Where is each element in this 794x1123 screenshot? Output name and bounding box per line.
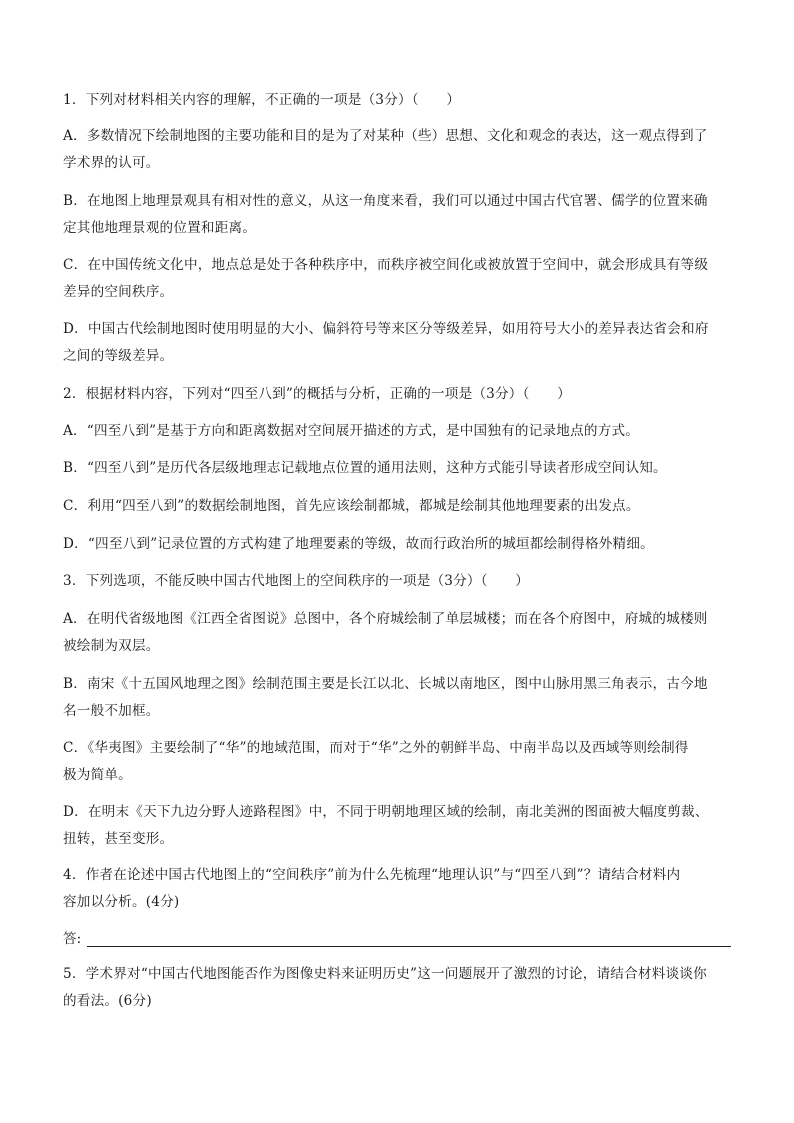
q3-option-c-line1: C．《华夷图》主要绘制了“华”的地域范围，而对于“华”之外的朝鲜半岛、中南半岛以及西域等则绘制得 [63,740,689,756]
q3-option-c-line2: 极为简单。 [63,767,132,783]
q3-option-a-line1: A．在明代省级地图《江西全省图说》总图中，各个府城绘制了单层城楼；而在各个府图中，府城的城楼则 [63,611,708,627]
q1-option-a-line1: A．多数情况下绘制地图的主要功能和目的是为了对某种（些）思想、文化和观念的表达，这一观点得到了 [63,128,708,144]
q3-option-d-line1: D．在明末《天下九边分野人迹路程图》中，不同于明朝地理区域的绘制，南北美洲的图面被大幅度剪裁、 [63,804,709,820]
q1-stem: 1．下列对材料相关内容的理解，不正确的一项是（3分）（ ） [63,92,461,108]
q1-option-b-line1: B．在地图上地理景观具有相对性的意义，从这一角度来看，我们可以通过中国古代官署、儒学的位置来确 [63,193,708,209]
q4-answer-label: 答: [63,931,82,947]
q2-option-c: C．利用“四至八到”的数据绘制地图，首先应该绘制都城，都城是绘制其他地理要素的出发点。 [63,498,640,514]
q1-option-b-line2: 定其他地理景观的位置和距离。 [63,220,257,236]
q3-option-b-line2: 名一般不加框。 [63,703,160,719]
q3-stem: 3．下列选项，不能反映中国古代地图上的空间秩序的一项是（3分）（ ） [63,573,530,589]
q1-option-c-line2: 差异的空间秩序。 [63,284,174,300]
q3-option-b-line1: B．南宋《十五国风地理之图》绘制范围主要是长江以北、长城以南地区，图中山脉用黑三角表示，古今地 [63,676,708,692]
q5-stem-line1: 5．学术界对“中国古代地图能否作为图像史料来证明历史”这一问题展开了激烈的讨论，请结合材料谈谈你 [63,966,707,982]
q1-option-d-line2: 之间的等级差异。 [63,348,174,364]
q2-option-b: B．“四至八到”是历代各层级地理志记载地点位置的通用法则，这种方式能引导读者形成空间认知。 [63,460,667,476]
q5-stem-line2: 的看法。(6分) [63,993,152,1009]
q4-answer-line[interactable] [87,946,731,947]
q2-stem: 2．根据材料内容，下列对“四至八到”的概括与分析，正确的一项是（3分）（ ） [63,386,571,402]
q1-option-c-line1: C．在中国传统文化中，地点总是处于各种秩序中，而秩序被空间化或被放置于空间中，就会形成具有等级 [63,257,709,273]
q4-stem-line2: 容加以分析。(4分) [63,894,180,910]
q1-option-a-line2: 学术界的认可。 [63,155,160,171]
q4-stem-line1: 4．作者在论述中国古代地图上的“空间秩序”前为什么先梳理“地理认识”与“四至八到”？请结合材料内 [63,867,681,883]
q2-option-d: D．“四至八到”记录位置的方式构建了地理要素的等级，故而行政治所的城垣都绘制得格外精细。 [63,536,654,552]
q2-option-a: A．“四至八到”是基于方向和距离数据对空间展开描述的方式，是中国独有的记录地点的方式。 [63,423,640,439]
q3-option-d-line2: 扭转，甚至变形。 [63,831,174,847]
q4-answer-row[interactable] [63,928,731,950]
q3-option-a-line2: 被绘制为双层。 [63,638,160,654]
q1-option-d-line1: D．中国古代绘制地图时使用明显的大小、偏斜符号等来区分等级差异，如用符号大小的差异表达省会和府 [63,321,709,337]
